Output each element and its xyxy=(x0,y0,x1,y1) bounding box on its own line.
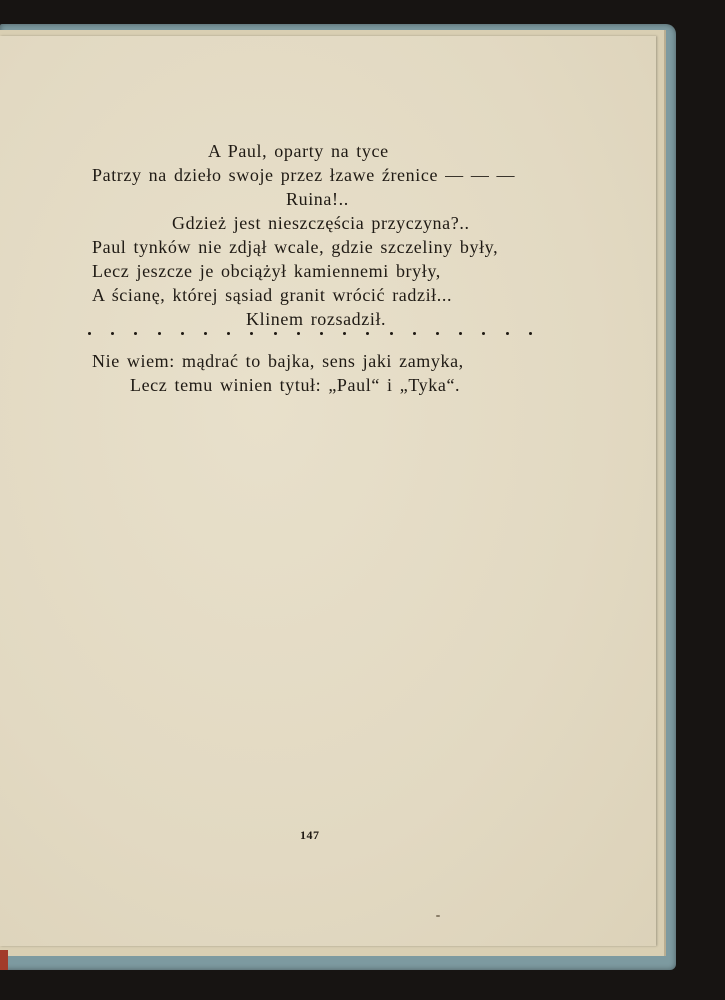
bookmark-tab xyxy=(0,950,8,970)
poem-line-1: A Paul, oparty na tyce xyxy=(208,141,389,161)
book-page xyxy=(0,36,656,946)
poem-line-2: Patrzy na dzieło swoje przez łzawe źrenice — — — xyxy=(92,165,516,185)
poem-line-6: Lecz jeszcze je obciążył kamiennemi bryły, xyxy=(92,261,441,281)
dotted-separator xyxy=(88,332,532,335)
poem-line-5: Paul tynków nie zdjął wcale, gdzie szczeliny były, xyxy=(92,237,499,257)
page-number: 147 xyxy=(300,828,320,842)
poem-line-7: A ścianę, której sąsiad granit wrócić radził... xyxy=(92,285,453,305)
paper-speck xyxy=(436,915,440,917)
moral-line-2: Lecz temu winien tytuł: „Paul“ i „Tyka“. xyxy=(130,375,461,395)
moral-line-1: Nie wiem: mądrać to bajka, sens jaki zamyka, xyxy=(92,351,464,371)
poem-line-3: Ruina!.. xyxy=(286,189,349,209)
poem-line-4: Gdzież jest nieszczęścia przyczyna?.. xyxy=(172,213,470,233)
poem-line-8: Klinem rozsadził. xyxy=(246,309,387,329)
